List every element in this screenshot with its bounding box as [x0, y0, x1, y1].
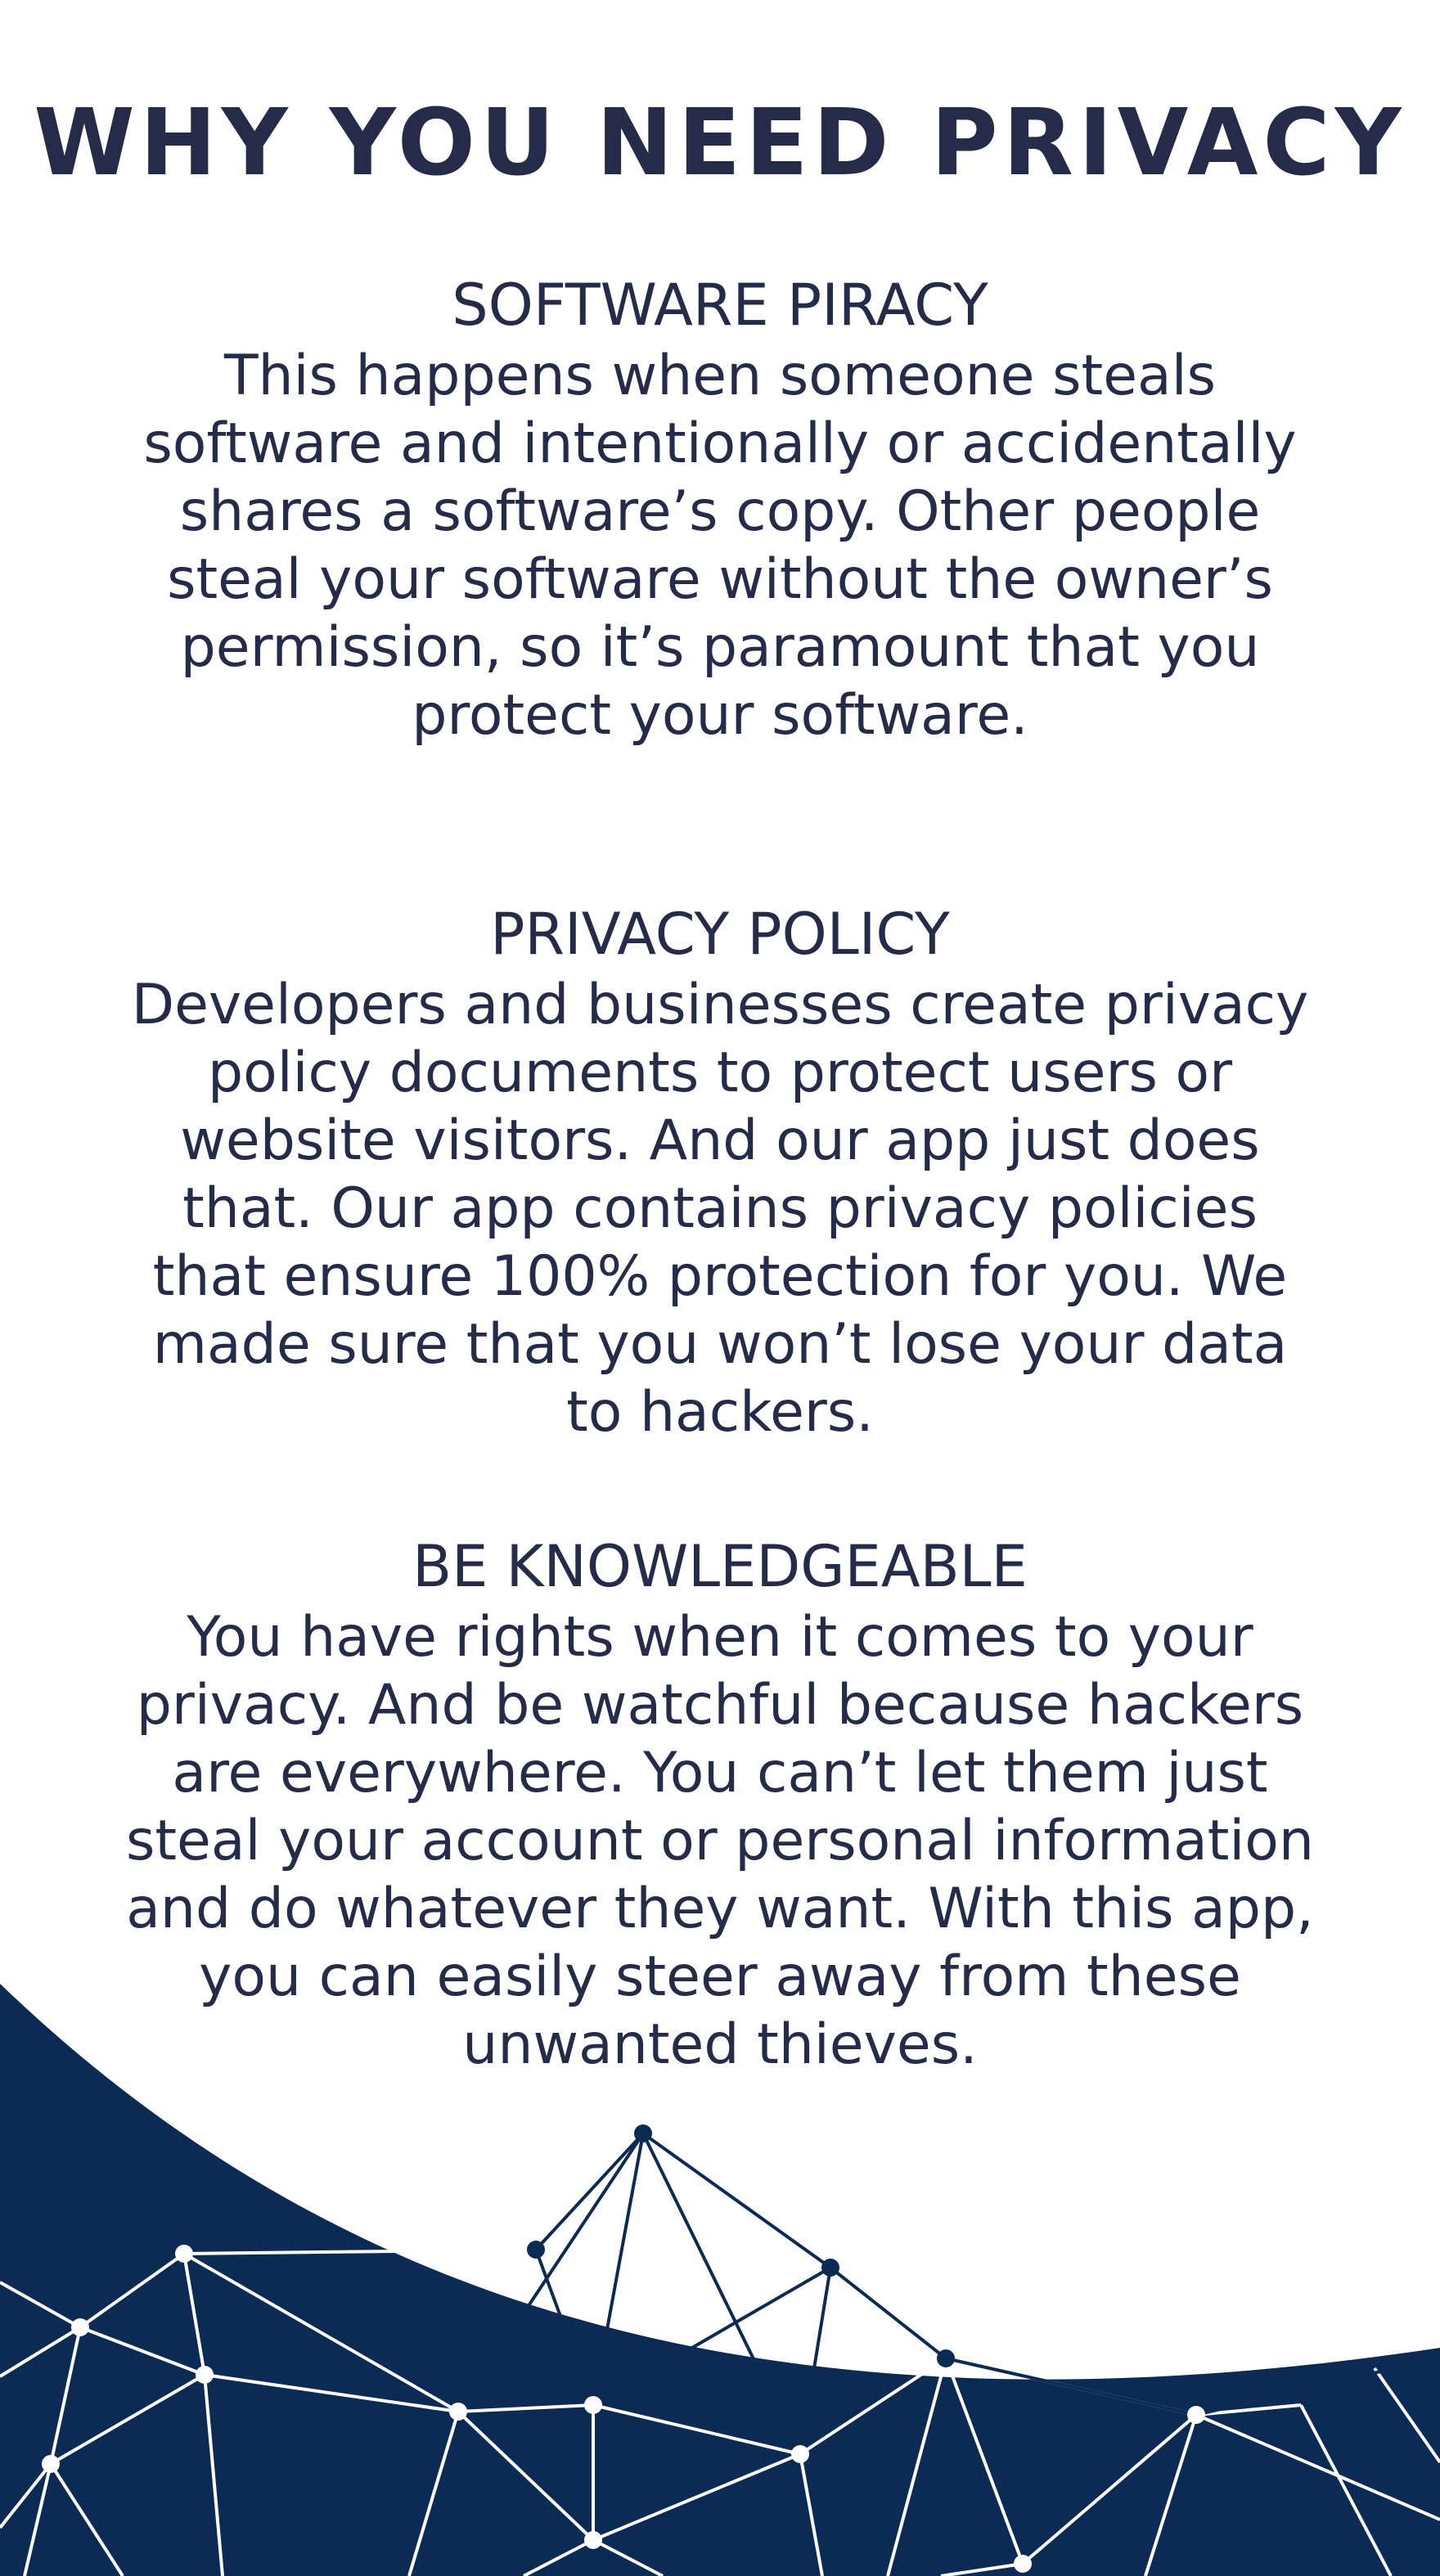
section-software-piracy	[123, 268, 1317, 749]
section-privacy-policy	[123, 897, 1317, 1446]
section-be-knowledgeable	[123, 1530, 1317, 2079]
section-heading: PRIVACY POLICY	[490, 901, 950, 968]
section-heading: BE KNOWLEDGEABLE	[412, 1533, 1028, 1600]
section-body: This happens when someone steals software and intentionally or accidentally shares a software’s copy. Other people steal your software without the owner’s permission, so it’s paramount that you protect your software.	[143, 344, 1297, 748]
page-title: WHY YOU NEED PRIVACY	[34, 90, 1406, 196]
section-body: Developers and businesses create privacy policy documents to protect users or website visitors. And our app just does that. Our app contains privacy policies that ensure 100% protection for you. We made sure that you won’t lose your data to hackers.	[131, 973, 1309, 1445]
section-heading: SOFTWARE PIRACY	[452, 272, 988, 339]
section-body: You have rights when it comes to your privacy. And be watchful because hackers are everywhere. You can’t let them just steal your account or personal information and do whatever they want. With this app, you can easily steer away from these unwanted thieves.	[125, 1605, 1315, 2077]
